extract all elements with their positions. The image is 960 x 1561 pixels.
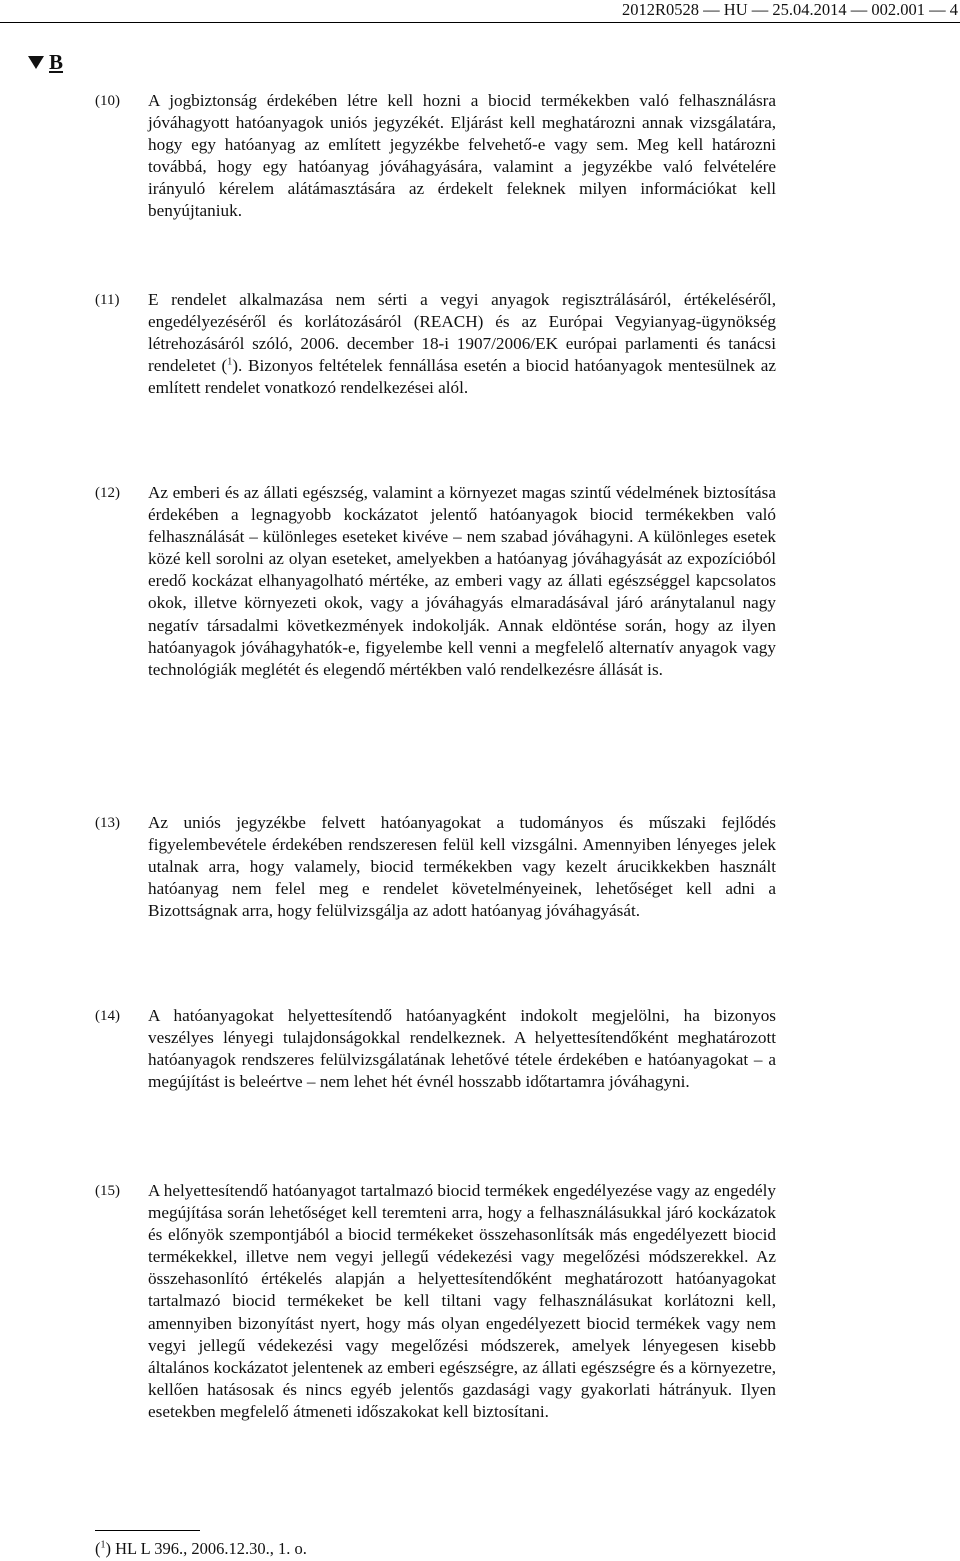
recital-text-part: E rendelet alkalmazása nem sérti a vegyi anyagok regisztrálásáról, értékeléséről, engedélyezéséről és korlátozásáról (REACH) és az Európai Vegyianyag-ügynökség létrehozásáról szóló, 2006. december 18-i 1907/2006/EK európai parlamenti és tanácsi rendeletet ( (148, 290, 776, 376)
recital-15 (95, 1180, 865, 1423)
recital-10 (95, 90, 865, 223)
footnote-marker: 1 (100, 1539, 106, 1551)
footnote-reference[interactable]: 1 (227, 356, 233, 368)
recital-number: (13) (95, 815, 120, 831)
recital-11 (95, 289, 865, 399)
recital-number: (10) (95, 93, 120, 109)
footnote: ($^1$) HL L 396., 2006.12.30., 1. o. (95, 1539, 307, 1558)
recital-number: (11) (95, 292, 120, 308)
footnote-divider (95, 1530, 200, 1531)
recital-text: Az uniós jegyzékbe felvett hatóanyagokat a tudományos és műszaki fejlődés figyelembevétele érdekében rendszeresen felül kell vizsgálni. Amennyiben lényeges jelek utalnak arra, hogy valamely, biocid termékekben vagy kezelt árucikkekben használt hatóanyag nem felel meg e rendelet követelményeinek, lehetőséget kell adni a Bizottságnak arra, hogy felülvizsgálja az adott hatóanyag jóváhagyását. (148, 813, 776, 921)
amendment-marker-letter: B (49, 50, 64, 74)
recital-text: Az emberi és az állati egészség, valamint a környezet magas szintű védelmének biztosítása érdekében a legnagyobb kockázatot jelentő hatóanyagok biocid termékekben való felhasználását – különleges eseteket kivéve – nem szabad jóváhagyni. A különleges esetek közé kell sorolni az olyan eseteket, amelyekben a hatóanyag jóváhagyását az expozícióból eredő kockázat elhanyagolható mértéke, az emberi vagy az állati egészséggel kapcsolatos okok, illetve környezeti okok, vagy a jóváhagyás elmaradásával járó aránytalanul nagy negatív társadalmi következmények indokolják. Annak eldöntése során, hogy az ilyen hatóanyagok jóváhagyhatók-e, figyelembe kell venni a megfelelő alternatív anyagok vagy technológiák meglétét és elegendő mértékben való rendelkezésre állását is. (148, 483, 776, 679)
recital-text-part: ). Bizonyos feltételek fennállása esetén a biocid hatóanyagok mentesülnek az említett rendelet vonatkozó rendelkezései alól. (148, 356, 776, 398)
recital-text: A helyettesítendő hatóanyagot tartalmazó biocid termékek engedélyezése vagy az engedély megújítása során lehetőséget kell teremteni arra, hogy a felhasználásukkal járó kockázatok és előnyök szempontjából a biocid termékeket összehasonlítsák más engedélyezett biocid termékekkel, illetve nem vegyi jellegű védekezési vagy megelőzési módszerekkel. Az összehasonlító értékelés alapján a helyettesítendőként meghatározott hatóanyagokat tartalmazó biocid termékeket be kell tiltani vagy felhasználásukat korlátozni kell, amennyiben bizonyítást nyert, hogy más olyan engedélyezett biocid termékek vagy nem vegyi jellegű védekezési vagy megelőzési módszerek, amelyek lényegesen kisebb általános kockázatot jelentenek az emberi egészségre, az állati egészségre és a környezetre, kellően hatásosak és nincs egyéb jelentős gazdasági vagy gyakorlati hátrányuk. Ilyen esetekben megfelelő átmeneti időszakokat kell biztosítani. (148, 1181, 776, 1421)
header-reference: 2012R0528 — HU — 25.04.2014 — 002.001 — 4 (622, 0, 958, 19)
footnote-text: HL L 396., 2006.12.30., 1. o. (115, 1539, 307, 1558)
recital-number: (12) (95, 485, 120, 501)
page-header (0, 0, 960, 23)
amendment-marker (28, 50, 63, 74)
recital-text (148, 289, 776, 399)
recital-12 (95, 482, 865, 681)
recital-text: A jogbiztonság érdekében létre kell hozni a biocid termékekben való felhasználásra jóváhagyott hatóanyagok uniós jegyzékét. Eljárást kell meghatározni annak vizsgálatára, hogy egy hatóanyag az említett jegyzékbe felvehető-e vagy sem. Meg kell határozni továbbá, hogy egy hatóanyag jóváhagyására, valamint a jegyzékbe való felvételére irányuló kérelem alátámasztására az érdekelt feleknek milyen információkat kell benyújtaniuk. (148, 91, 776, 221)
recital-13 (95, 812, 865, 922)
recital-number: (15) (95, 1183, 120, 1199)
triangle-down-icon (28, 56, 44, 69)
recital-number: (14) (95, 1008, 120, 1024)
recital-14 (95, 1005, 865, 1093)
recital-text: A hatóanyagokat helyettesítendő hatóanyagként indokolt megjelölni, ha bizonyos veszélyes lényegi tulajdonságokkal rendelkeznek. A helyettesítendőként meghatározott hatóanyagok rendszeres felülvizsgálatának lehetővé tétele érdekében e hatóanyagokat – a megújítást is beleértve – nem lehet hét évnél hosszabb időtartamra jóváhagyni. (148, 1006, 776, 1092)
